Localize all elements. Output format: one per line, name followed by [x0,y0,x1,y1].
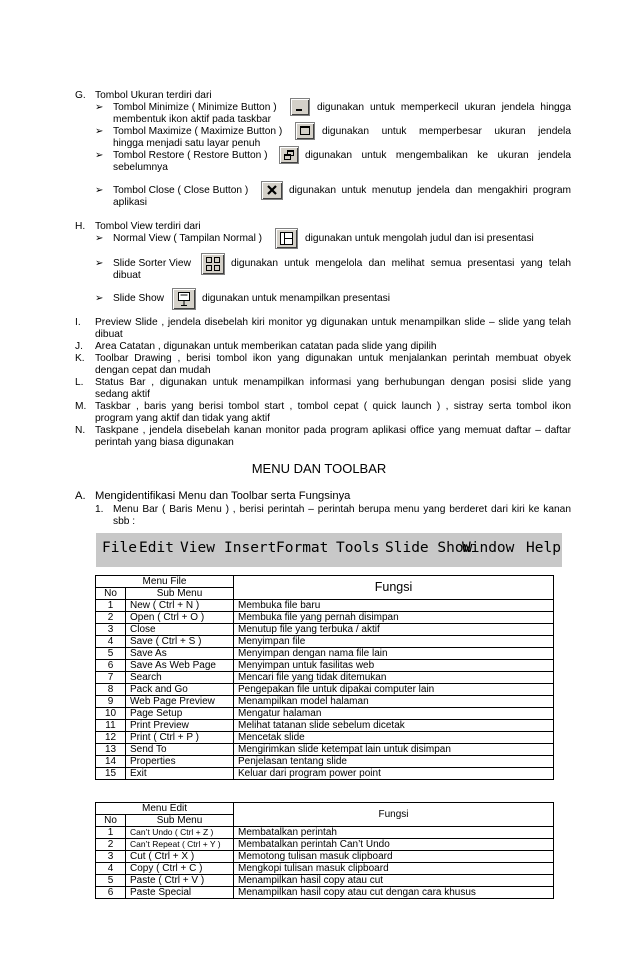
menu-help[interactable]: Help [526,540,561,556]
slide-sorter-icon [201,253,225,275]
row-submenu: Cut ( Ctrl + X ) [126,851,234,863]
row-number: 1 [96,827,126,839]
list-item-text-cont: dibuat [95,329,123,340]
row-submenu: Print ( Ctrl + P ) [126,732,234,744]
list-item-text-cont: perintah yang biasa digunakan [95,437,234,448]
g-item-desc: digunakan untuk menutup jendela dan mengakhiri program [289,185,571,196]
row-number: 3 [96,624,126,636]
row-number: 5 [96,648,126,660]
bullet-arrow: ➢ [95,150,104,161]
bullet-arrow: ➢ [95,258,104,269]
g-item-desc-cont: sebelumnya [113,162,168,173]
row-fungsi: Membatalkan perintah Can’t Undo [234,839,554,851]
row-submenu: New ( Ctrl + N ) [126,600,234,612]
list-label: K. [75,353,85,364]
table-row [96,887,554,899]
table-row [96,708,554,720]
menu-edit[interactable]: Edit [139,540,174,556]
row-fungsi: Menyimpan file [234,636,554,648]
row-submenu: Can’t Undo ( Ctrl + Z ) [126,827,234,839]
row-fungsi: Menampilkan model halaman [234,696,554,708]
row-submenu: Save ( Ctrl + S ) [126,636,234,648]
table-group-header: Menu Edit [96,803,234,815]
row-submenu: Close [126,624,234,636]
row-fungsi: Menyimpan dengan nama file lain [234,648,554,660]
section-h-title: Tombol View terdiri dari [95,221,201,232]
menu-file[interactable]: File [102,540,137,556]
section-a-item-text-cont: sbb : [113,516,136,527]
row-fungsi: Menyimpan untuk fasilitas web [234,660,554,672]
bullet-arrow: ➢ [95,126,104,137]
row-number: 6 [96,887,126,899]
list-label: I. [75,317,81,328]
row-number: 12 [96,732,126,744]
restore-icon [279,146,299,164]
row-submenu: Open ( Ctrl + O ) [126,612,234,624]
table-row [96,827,554,839]
row-number: 6 [96,660,126,672]
list-label: J. [75,341,83,352]
row-number: 5 [96,875,126,887]
table-row [96,624,554,636]
row-submenu: Can’t Repeat ( Ctrl + Y ) [126,839,234,851]
menu-format[interactable]: Format [276,540,329,556]
bullet-arrow: ➢ [95,293,104,304]
h-item-desc: digunakan untuk mengolah judul dan isi presentasi [305,233,534,244]
section-heading: MENU DAN TOOLBAR [251,461,387,476]
g-item-desc-cont: hingga menjadi satu layar penuh [113,138,261,149]
menu-bar [96,533,562,567]
h-item-desc: digunakan untuk mengelola dan melihat semua presentasi yang telah [231,258,571,269]
list-item-text-cont: sedang aktif [95,389,150,400]
table-row [96,720,554,732]
row-submenu: Paste Special [126,887,234,899]
table-row [96,672,554,684]
row-fungsi: Membuka file yang pernah disimpan [234,612,554,624]
row-submenu: Exit [126,768,234,780]
table-header-sub: Sub Menu [126,815,234,827]
slide-show-icon [172,288,196,310]
menu-tools[interactable]: Tools [336,540,380,556]
list-item-text: Preview Slide , jendela disebelah kiri monitor yg digunakan untuk menampilkan slide – slide yang telah [95,317,571,328]
g-item-name: Tombol Maximize ( Maximize Button ) [113,126,283,137]
table-row [96,636,554,648]
row-number: 7 [96,672,126,684]
table-row [96,732,554,744]
table-row [96,684,554,696]
row-fungsi: Memotong tulisan masuk clipboard [234,851,554,863]
h-item-name: Normal View ( Tampilan Normal ) [113,233,263,244]
row-number: 9 [96,696,126,708]
menu-edit-table [95,802,554,899]
table-row [96,851,554,863]
section-a-item-text: Menu Bar ( Baris Menu ) , berisi perintah – perintah berupa menu yang berderet dari kiri ke kanan [113,504,571,515]
row-submenu: Page Setup [126,708,234,720]
table-row [96,600,554,612]
section-a-title: Mengidentifikasi Menu dan Toolbar serta Fungsinya [95,490,351,502]
menu-insert[interactable]: Insert [224,540,277,556]
list-item-text-cont: dengan cepat dan mudah [95,365,211,376]
row-fungsi: Membuka file baru [234,600,554,612]
row-submenu: Paste ( Ctrl + V ) [126,875,234,887]
h-item-name: Slide Show [113,293,164,304]
menu-slide-show[interactable]: Slide Show [385,540,473,556]
section-g-label: G. [75,90,86,101]
normal-view-icon [275,228,298,249]
table-header-fungsi: Fungsi [234,803,554,827]
bullet-arrow: ➢ [95,233,104,244]
table-row [96,612,554,624]
row-fungsi: Melihat tatanan slide sebelum dicetak [234,720,554,732]
row-fungsi: Mencetak slide [234,732,554,744]
row-number: 4 [96,636,126,648]
g-item-desc-cont: membentuk ikon aktif pada taskbar [113,114,271,125]
row-number: 10 [96,708,126,720]
row-fungsi: Penjelasan tentang slide [234,756,554,768]
row-submenu: Properties [126,756,234,768]
row-number: 11 [96,720,126,732]
row-submenu: Web Page Preview [126,696,234,708]
table-row [96,696,554,708]
g-item-name: Tombol Close ( Close Button ) [113,185,249,196]
list-item-text: Status Bar , digunakan untuk menampilkan informasi yang berhubungan dengan posisi slide yang [95,377,571,388]
row-submenu: Save As [126,648,234,660]
list-item-text: Toolbar Drawing , berisi tombol ikon yang digunakan untuk menjalankan perintah membuat obyek [95,353,571,364]
table-row [96,660,554,672]
g-item-name: Tombol Restore ( Restore Button ) [113,150,268,161]
table-row [96,648,554,660]
g-item-desc: digunakan untuk mengembalikan ke ukuran jendela [305,150,571,161]
row-number: 2 [96,839,126,851]
row-fungsi: Mengirimkan slide ketempat lain untuk disimpan [234,744,554,756]
table-row [96,744,554,756]
row-fungsi: Menampilkan hasil copy atau cut [234,875,554,887]
menu-view[interactable]: View [180,540,215,556]
h-item-name: Slide Sorter View [113,258,191,269]
table-group-header: Menu File [96,576,234,588]
table-row [96,839,554,851]
bullet-arrow: ➢ [95,102,104,113]
list-label: L. [75,377,84,388]
row-number: 13 [96,744,126,756]
h-item-desc-cont: dibuat [113,270,141,281]
row-fungsi: Mencari file yang tidak ditemukan [234,672,554,684]
table-row [96,875,554,887]
row-submenu: Search [126,672,234,684]
menu-window[interactable]: Window [462,540,515,556]
list-label: M. [75,401,87,412]
row-fungsi: Mengkopi tulisan masuk clipboard [234,863,554,875]
g-item-desc-cont: aplikasi [113,197,147,208]
section-a-item-num: 1. [95,504,104,515]
row-fungsi: Pengepakan file untuk dipakai computer lain [234,684,554,696]
row-number: 4 [96,863,126,875]
table-row [96,768,554,780]
row-number: 8 [96,684,126,696]
list-item-text: Taskpane , jendela disebelah kanan monitor pada program aplikasi office yang memuat daftar – daftar [95,425,571,436]
row-number: 3 [96,851,126,863]
minimize-icon [290,98,310,116]
table-header-no: No [96,588,126,600]
section-a-label: A. [75,490,86,502]
row-number: 1 [96,600,126,612]
row-number: 15 [96,768,126,780]
table-row [96,863,554,875]
row-number: 14 [96,756,126,768]
bullet-arrow: ➢ [95,185,104,196]
section-h-label: H. [75,221,86,232]
row-submenu: Send To [126,744,234,756]
row-fungsi: Keluar dari program power point [234,768,554,780]
list-label: N. [75,425,86,436]
row-fungsi: Menutup file yang terbuka / aktif [234,624,554,636]
h-item-desc: digunakan untuk menampilkan presentasi [202,293,391,304]
table-header-fungsi: Fungsi [234,576,554,600]
row-number: 2 [96,612,126,624]
table-header-no: No [96,815,126,827]
g-item-desc: digunakan untuk memperkecil ukuran jendela hingga [317,102,571,113]
g-item-name: Tombol Minimize ( Minimize Button ) [113,102,277,113]
list-item-text: Area Catatan , digunakan untuk memberikan catatan pada slide yang dipilih [95,341,437,352]
list-item-text: Taskbar , baris yang berisi tombol start , tombol cepat ( quick launch ) , sistray serta tombol ikon [95,401,571,412]
table-header-sub: Sub Menu [126,588,234,600]
table-row [96,756,554,768]
row-fungsi: Mengatur halaman [234,708,554,720]
row-submenu: Print Preview [126,720,234,732]
row-submenu: Save As Web Page [126,660,234,672]
list-item-text-cont: program yang aktif dan tidak yang aktif [95,413,270,424]
g-item-desc: digunakan untuk memperbesar ukuran jendela [322,126,571,137]
row-fungsi: Menampilkan hasil copy atau cut dengan cara khusus [234,887,554,899]
row-fungsi: Membatalkan perintah [234,827,554,839]
close-icon [261,181,283,200]
maximize-icon [295,122,315,140]
row-submenu: Pack and Go [126,684,234,696]
menu-file-table [95,575,554,780]
section-g-title: Tombol Ukuran terdiri dari [95,90,212,101]
row-submenu: Copy ( Ctrl + C ) [126,863,234,875]
